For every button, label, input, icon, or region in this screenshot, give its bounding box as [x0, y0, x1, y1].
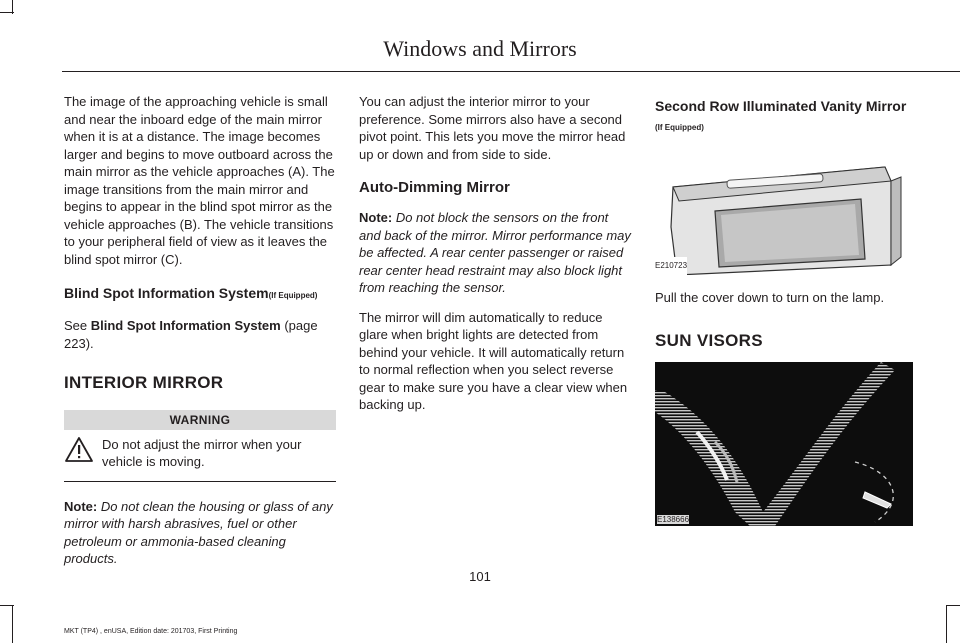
bsis-reference: [64, 317, 336, 352]
column-right: [655, 93, 925, 368]
vanity-mirror-illustration: [655, 147, 907, 275]
figure-code-sun-visor: E138666: [657, 515, 690, 524]
warning-triangle-icon: [64, 436, 94, 469]
bsis-reference-link[interactable]: Blind Spot Information System: [90, 318, 281, 333]
crop-mark-bottom-right-h: [946, 605, 960, 606]
header-rule: [62, 71, 960, 72]
warning-row: [64, 436, 336, 471]
warning-bar: WARNING: [64, 410, 336, 430]
paragraph-approaching-vehicle: The image of the approaching vehicle is small and near the inboard edge of the main mirror when it is at a distance. The image becomes larger and begins to move outboard across the main mirror as the vehicle approaches (A). The image transitions from the main mirror and begins to appear in the blind spot mirror as the vehicle approaches (B). The vehicle transitions to your peripheral field of view as it leaves the blind spot mirror (C).: [64, 94, 335, 267]
note-sensors: [359, 209, 631, 297]
footer-edition: MKT (TP4) , enUSA, Edition date: 201703, First Printing: [64, 628, 238, 635]
bsis-equipped-label: (If Equipped): [268, 291, 318, 300]
see-prefix: See: [64, 318, 91, 333]
see-suffix: (page 223).: [64, 318, 318, 351]
page-number: 101: [469, 569, 491, 584]
vanity-mirror-drawing: [655, 147, 907, 275]
crop-mark-bottom-left-v: [12, 605, 13, 643]
note-cleaning: [64, 498, 336, 568]
crop-mark-top-left-h: [0, 12, 14, 13]
vanity-equipped-label: (If Equipped): [655, 123, 704, 132]
paragraph-adjust-mirror: You can adjust the interior mirror to your preference. Some mirrors also have a second pivot point. This lets you move the mirror head up or down and from side to side.: [359, 94, 626, 162]
sun-visor-drawing: [655, 362, 913, 526]
auto-dimming-heading: Auto-Dimming Mirror: [359, 179, 510, 196]
section-heading-sun-visors: SUN VISORS: [655, 331, 763, 350]
note-text: Do not clean the housing or glass of any mirror with harsh abrasives, fuel or other petroleum or ammonia-based cleaning products.: [64, 498, 333, 566]
paragraph-auto-dim: The mirror will dim automatically to reduce glare when bright lights are detected from behind your vehicle. It will automatically return to normal reflection when you select reverse gear to make sure you have a clear view when backing up.: [359, 309, 628, 412]
vanity-mirror-heading: Second Row Illuminated Vanity Mirror: [655, 98, 907, 114]
paragraph-pull-cover: Pull the cover down to turn on the lamp.: [655, 289, 885, 305]
figure-code-vanity: E210723: [655, 257, 687, 275]
column-left: [64, 93, 336, 580]
bsis-heading: [64, 284, 336, 305]
note-label: Note:: [64, 498, 98, 514]
warning-text: Do not adjust the mirror when your vehicle is moving.: [102, 436, 302, 469]
page-title: Windows and Mirrors: [383, 36, 577, 61]
note-text-2: Do not block the sensors on the front and back of the mirror. Mirror performance may be affected. A rear center passenger or raised rear center head restraint may also block light from reaching the sensor.: [359, 210, 631, 295]
crop-mark-bottom-left-h: [0, 605, 14, 606]
section-heading-interior-mirror: INTERIOR MIRROR: [64, 373, 224, 392]
bsis-heading-text: Blind Spot Information System: [64, 285, 269, 301]
warning-divider: [64, 481, 336, 482]
column-middle: [359, 93, 631, 426]
note-label-2: Note:: [359, 210, 393, 225]
sun-visor-illustration: [655, 362, 913, 526]
crop-mark-bottom-right-v: [946, 605, 947, 643]
